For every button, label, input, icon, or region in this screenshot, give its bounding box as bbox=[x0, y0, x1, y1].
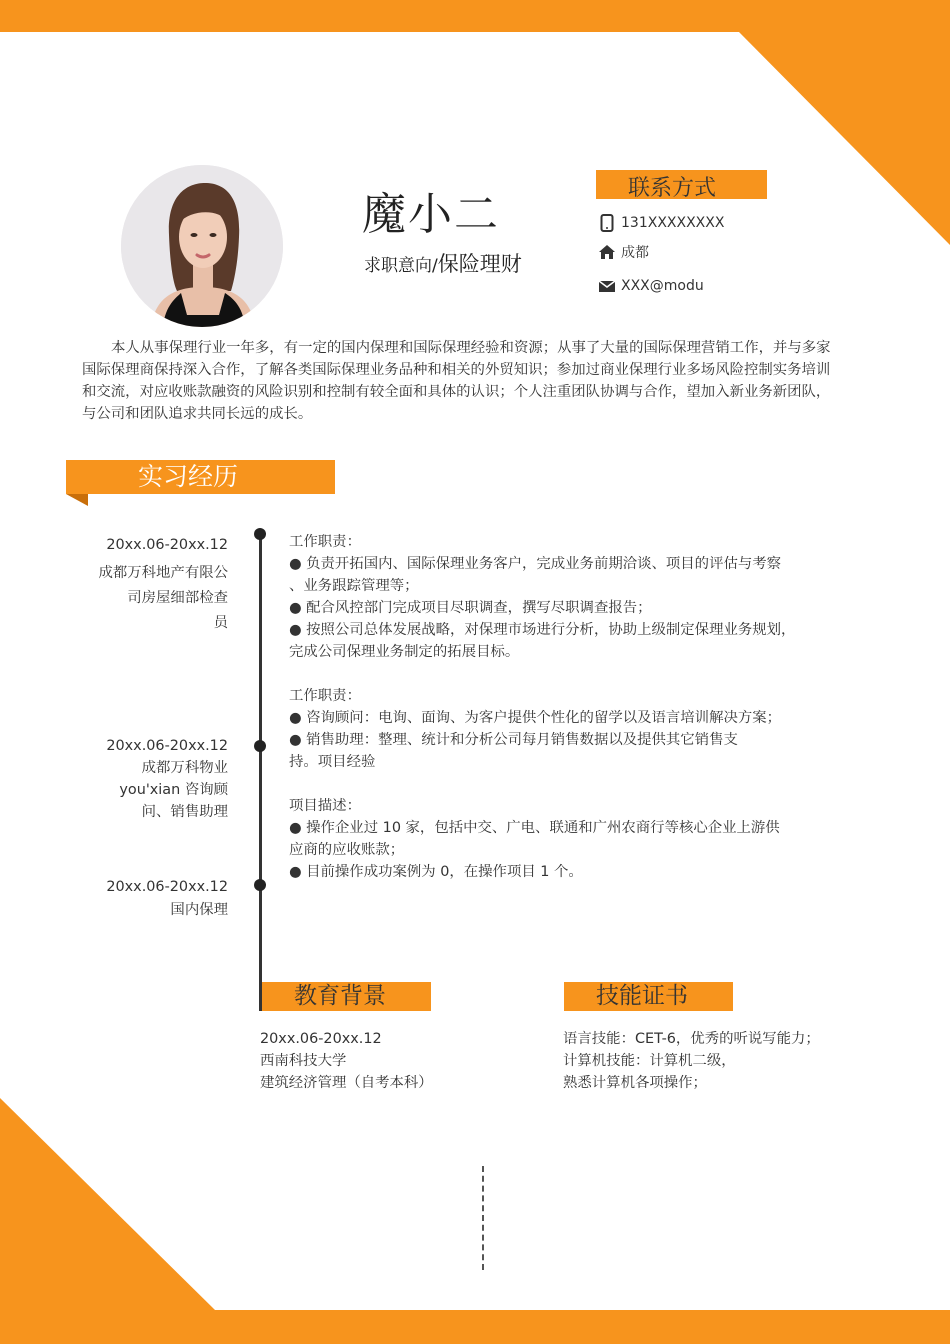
detail-line: 应商的应收账款； bbox=[289, 842, 405, 858]
internship-detail-3 bbox=[289, 795, 849, 883]
detail-line: ● 销售助理：整理、统计和分析公司每月销售数据以及提供其它销售支 bbox=[289, 732, 738, 748]
top-right-triangle bbox=[737, 30, 950, 245]
contact-city: 成都 bbox=[621, 245, 649, 261]
mail-icon bbox=[597, 276, 617, 296]
entry-org-line: 国内保理 bbox=[170, 902, 228, 918]
detail-line: ● 按照公司总体发展战略，对保理市场进行分析，协助上级制定保理业务规划， bbox=[289, 622, 796, 638]
dashed-divider bbox=[482, 1166, 484, 1270]
avatar-illustration bbox=[121, 165, 283, 327]
entry-date: 20xx.06-20xx.12 bbox=[106, 537, 228, 553]
job-intent-value: 保险理财 bbox=[437, 252, 522, 276]
job-intent-label: 求职意向/ bbox=[364, 256, 438, 276]
education-title-bar bbox=[262, 982, 431, 1011]
detail-line: 持。项目经验 bbox=[289, 754, 376, 770]
skill-line: 熟悉计算机各项操作； bbox=[563, 1075, 707, 1091]
education-title: 教育背景 bbox=[294, 983, 386, 1009]
contact-email: XXX@modu bbox=[621, 278, 704, 294]
timeline-dot bbox=[254, 879, 266, 891]
detail-heading: 工作职责： bbox=[289, 534, 361, 550]
skills-title-bar bbox=[564, 982, 733, 1011]
detail-line: ● 操作企业过 10 家，包括中交、广电、联通和广州农商行等核心企业上游供 bbox=[289, 820, 780, 836]
top-band bbox=[0, 0, 950, 32]
phone-icon bbox=[597, 213, 617, 233]
internship-entry-1 bbox=[78, 533, 228, 636]
contact-city-row bbox=[597, 242, 649, 262]
internship-detail-1 bbox=[289, 531, 849, 663]
entry-date: 20xx.06-20xx.12 bbox=[106, 879, 228, 895]
detail-line: 完成公司保理业务制定的拓展目标。 bbox=[289, 644, 520, 660]
timeline-dot bbox=[254, 528, 266, 540]
education-line: 西南科技大学 bbox=[260, 1053, 347, 1069]
title-fold-corner bbox=[66, 494, 88, 506]
home-icon bbox=[597, 242, 617, 262]
detail-line: ● 配合风控部门完成项目尽职调查，撰写尽职调查报告； bbox=[289, 600, 652, 616]
contact-email-row bbox=[597, 276, 704, 296]
detail-heading: 项目描述： bbox=[289, 798, 361, 814]
contact-phone: 131XXXXXXXX bbox=[621, 215, 725, 231]
entry-date: 20xx.06-20xx.12 bbox=[106, 738, 228, 754]
internship-title-bar bbox=[66, 460, 335, 494]
entry-org-line: 成都万科物业 bbox=[141, 760, 228, 776]
education-details bbox=[260, 1028, 433, 1094]
candidate-name: 魔小二 bbox=[362, 189, 500, 240]
skills-details bbox=[563, 1028, 820, 1094]
timeline-dot bbox=[254, 740, 266, 752]
internship-title: 实习经历 bbox=[138, 462, 239, 491]
internship-entry-2 bbox=[78, 735, 228, 823]
entry-org-line: 员 bbox=[213, 615, 228, 631]
skill-line: 语言技能：CET-6，优秀的听说写能力； bbox=[563, 1031, 820, 1047]
internship-detail-2 bbox=[289, 685, 849, 773]
entry-org-line: you'xian 咨询顾 bbox=[119, 782, 228, 798]
profile-photo bbox=[121, 165, 283, 327]
education-line: 20xx.06-20xx.12 bbox=[260, 1031, 382, 1047]
skill-line: 计算机技能：计算机二级， bbox=[563, 1053, 736, 1069]
self-summary: 本人从事保理行业一年多，有一定的国内保理和国际保理经验和资源；从事了大量的国际保理营销工作，并与多家国际保理商保持深入合作，了解各类国际保理业务品种和相关的外贸知识；参加过商业保理行业多场风险控制实务培训和交流，对应收账款融资的风险识别和控制有较全面和具体的认识；个人注重团队协调与合作，望加入新业务新团队，与公司和团队追求共同长远的成长。 bbox=[82, 340, 831, 422]
bottom-band bbox=[0, 1310, 950, 1344]
detail-line: ● 负责开拓国内、国际保理业务客户，完成业务前期洽谈、项目的评估与考察 bbox=[289, 556, 782, 572]
bottom-left-triangle bbox=[0, 1098, 215, 1344]
detail-heading: 工作职责： bbox=[289, 688, 361, 704]
internship-entry-3 bbox=[78, 876, 228, 922]
contact-title: 联系方式 bbox=[628, 176, 717, 201]
entry-org-line: 成都万科地产有限公 bbox=[98, 565, 228, 581]
contact-phone-row bbox=[597, 213, 724, 233]
contact-title-bar bbox=[596, 170, 767, 199]
detail-line: ● 咨询顾问：电询、面询、为客户提供个性化的留学以及语言培训解决方案； bbox=[289, 710, 782, 726]
entry-org-line: 司房屋细部检查 bbox=[127, 590, 228, 606]
entry-org-line: 问、销售助理 bbox=[141, 804, 228, 820]
detail-line: 、业务跟踪管理等； bbox=[289, 578, 419, 594]
skills-title: 技能证书 bbox=[596, 983, 688, 1009]
education-line: 建筑经济管理（自考本科） bbox=[260, 1075, 433, 1091]
job-intent bbox=[364, 248, 522, 278]
timeline-line bbox=[259, 533, 262, 1011]
detail-line: ● 目前操作成功案例为 0，在操作项目 1 个。 bbox=[289, 864, 583, 880]
